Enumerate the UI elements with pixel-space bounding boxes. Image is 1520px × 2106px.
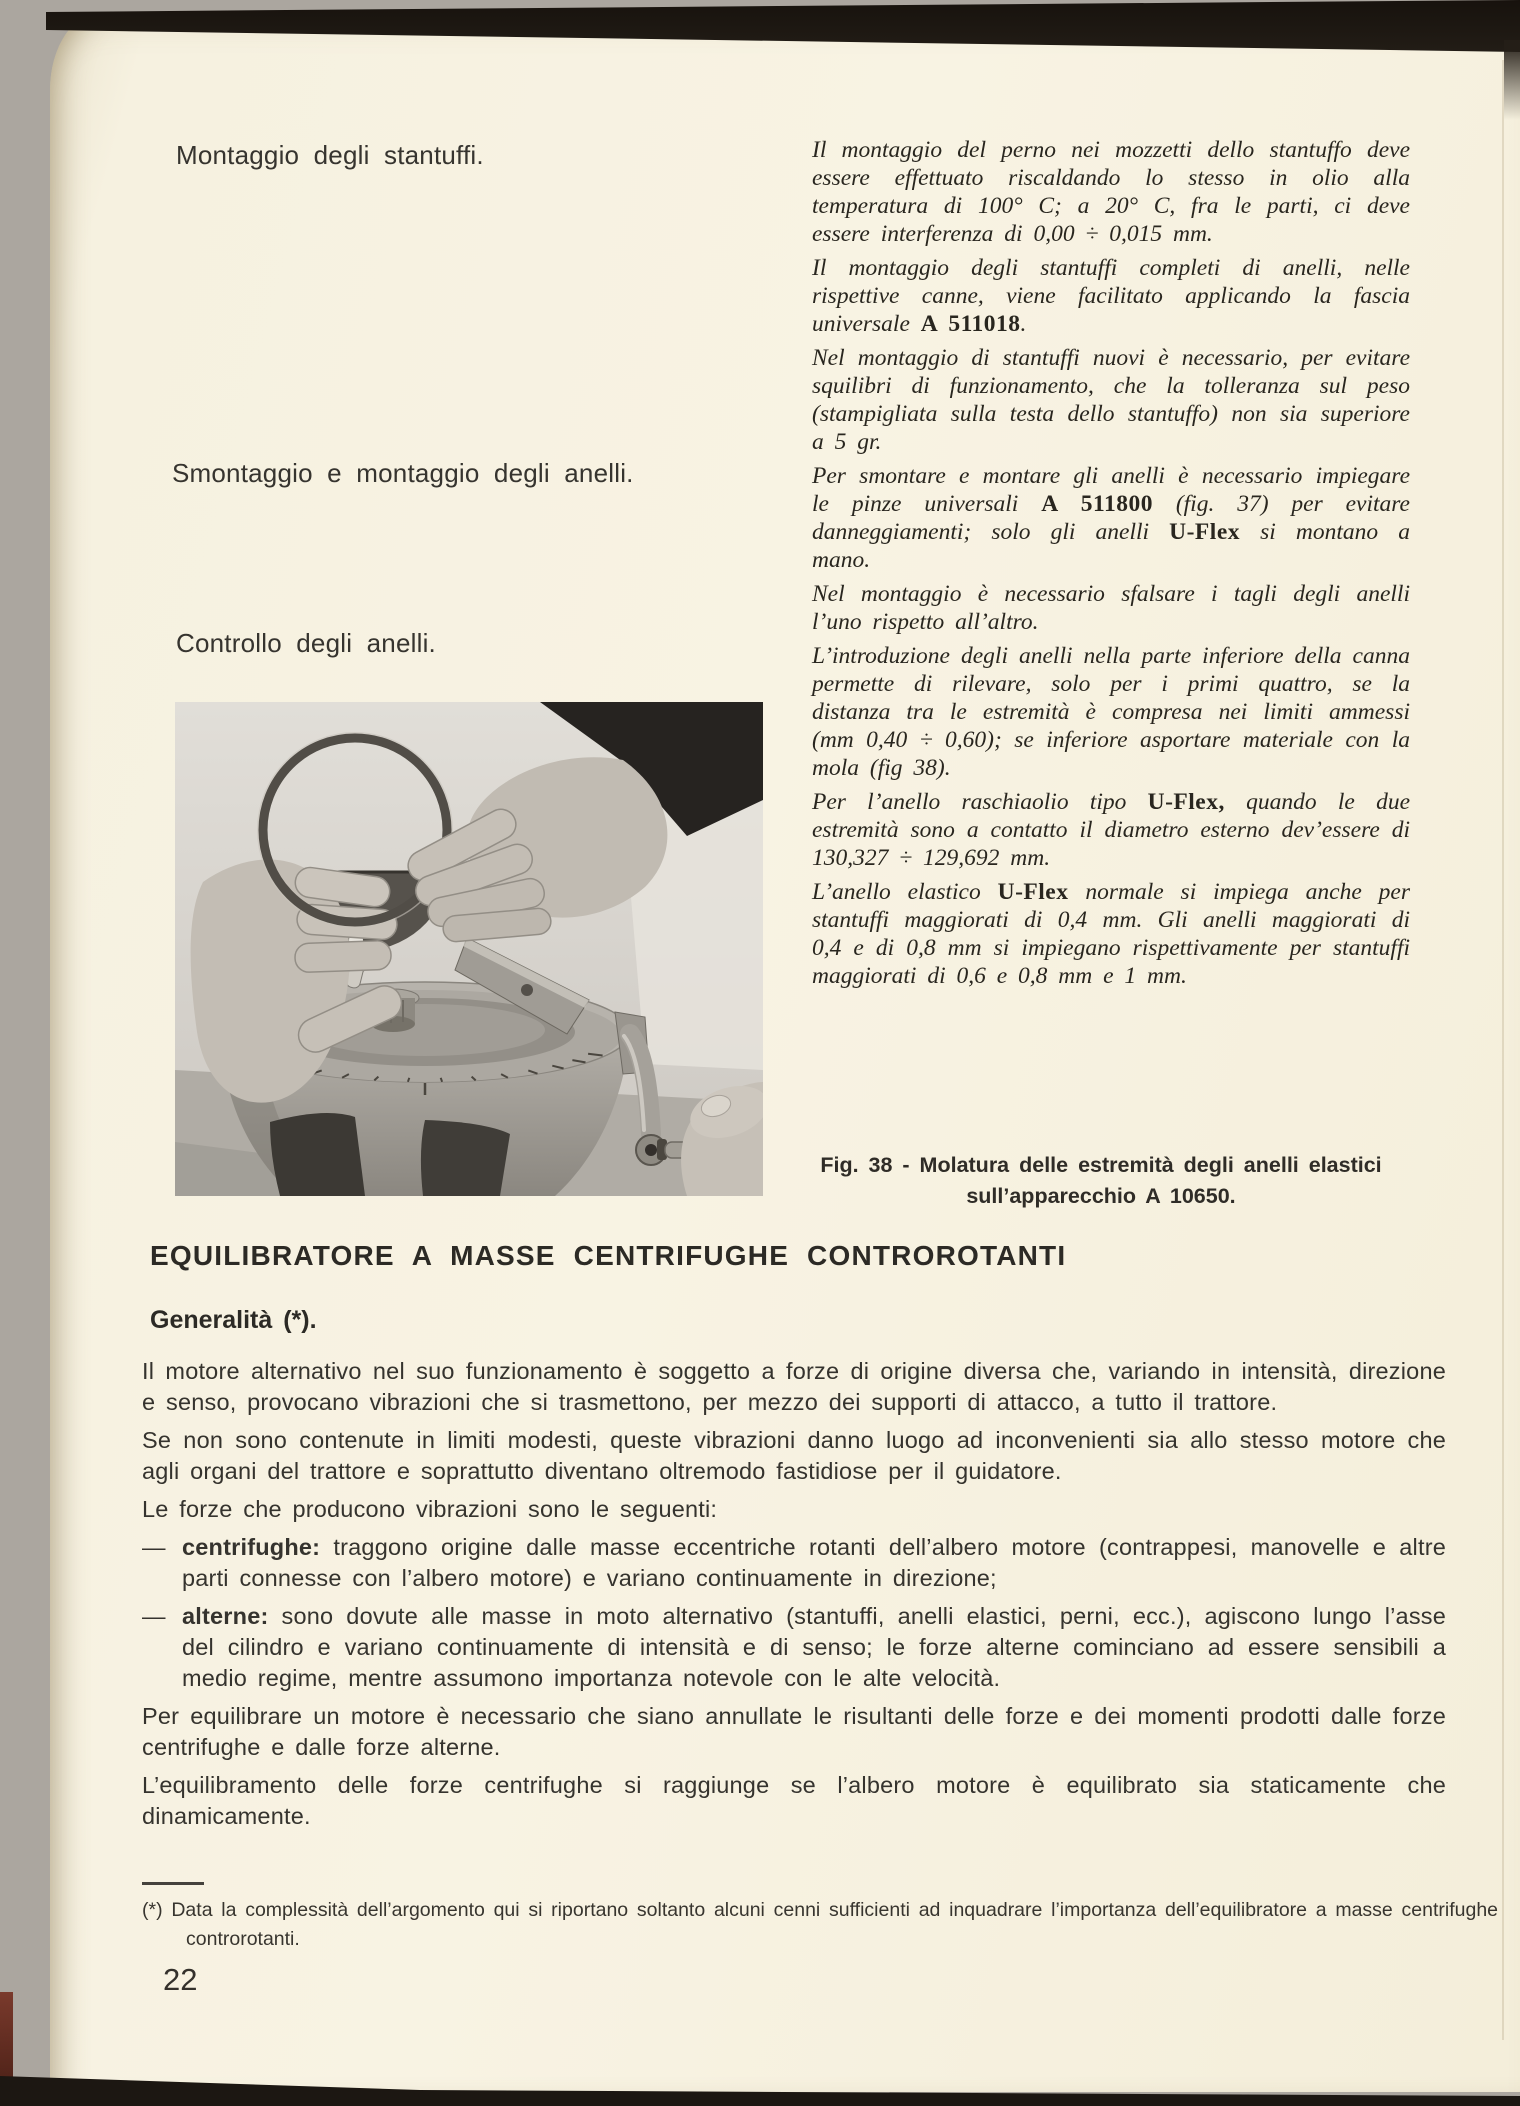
body-cutout-right xyxy=(421,1120,510,1196)
footnote-marker: (*) xyxy=(142,1899,163,1921)
figure-caption-line2: sull’apparecchio A 10650. xyxy=(966,1184,1236,1208)
paragraph: Il montaggio del perno nei mozzetti dello stantuffo deve essere effettuato riscaldando lo stesso in olio alla temperatura di 100° C; a 20° C, fra le parti, ci deve essere interferenza di 0,00 ÷ 0,015 mm. xyxy=(812,137,1410,247)
bullet-alterne xyxy=(142,1601,1446,1694)
section-subtitle: Generalità (*). xyxy=(150,1306,317,1334)
body-paragraph: Se non sono contenute in limiti modesti, queste vibrazioni danno luogo ad inconvenienti sia allo stesso motore che agli organi del trattore e soprattutto diventano oltremodo fastidiose per il guidatore. xyxy=(142,1427,1446,1484)
margin-heading-montaggio-stantuffi: Montaggio degli stantuffi. xyxy=(176,140,484,170)
paragraph: Il montaggio degli stantuffi completi di anelli, nelle rispettive canne, viene facilitato applicando la fascia universale A 511018. xyxy=(812,255,1410,337)
body-text xyxy=(142,1356,1446,1839)
body-paragraph: Per equilibrare un motore è necessario che siano annullate le risultanti delle forze e dei momenti prodotti dalle forze centrifughe e dalle forze alterne. xyxy=(142,1703,1446,1760)
figure-caption-line1: Fig. 38 - Molatura delle estremità degli anelli elastici xyxy=(820,1153,1382,1177)
paragraph: Nel montaggio di stantuffi nuovi è necessario, per evitare squilibri di funzionamento, che la tolleranza sul peso (stampigliata sulla testa dello stantuffo) non sia superiore a 5 gr. xyxy=(812,345,1410,455)
bullet-text: alterne: sono dovute alle masse in moto alternativo (stantuffi, anelli elastici, perni, ecc.), agiscono lungo l’asse del cilindro e variano continuamente di intensità e di senso; le forze alterne cominciano ad essere sensibili a medio regime, mentre assumono importanza notevole con le alte velocità. xyxy=(182,1603,1446,1691)
figure-38-caption xyxy=(780,1150,1422,1212)
paragraph: L’anello elastico U-Flex normale si impiega anche per stantuffi maggiorati di 0,4 mm. Gli anelli maggiorati di 0,4 e di 0,8 mm si impiegano rispettivamente per stantuffi maggiorati di 0,6 e 0,8 mm e 1 mm. xyxy=(812,879,1410,989)
paragraph: L’introduzione degli anelli nella parte inferiore della canna permette di rilevare, solo per i primi quattro, se la distanza tra le estremità è compresa nei limiti ammessi (mm 0,40 ÷ 0,60); se inferiore asportare materiale con la mola (fig 38). xyxy=(812,643,1410,781)
paragraph: Nel montaggio è necessario sfalsare i tagli degli anelli l’uno rispetto all’altro. xyxy=(812,581,1410,635)
footnote-rule xyxy=(142,1882,204,1885)
bullet-dash: — xyxy=(142,1603,166,1629)
paragraph: Per smontare e montare gli anelli è necessario impiegare le pinze universali A 511800 (fig. 37) per evitare danneggiamenti; solo gli anelli U-Flex si montano a mano. xyxy=(812,463,1410,573)
margin-heading-controllo-anelli: Controllo degli anelli. xyxy=(176,628,436,658)
body-paragraph: Il motore alternativo nel suo funzionamento è soggetto a forze di origine diversa che, variando in intensità, direzione e senso, provocano vibrazioni che si trasmettono, per mezzo dei supporti di attacco, a tutto il trattore. xyxy=(142,1358,1446,1415)
paragraph: Per l’anello raschiaolio tipo U-Flex, quando le due estremità sono a contatto il diametro esterno dev’essere di 130,327 ÷ 129,692 mm. xyxy=(812,789,1411,871)
figure-38-photo xyxy=(175,702,763,1196)
section-title: EQUILIBRATORE A MASSE CENTRIFUGHE CONTROROTANTI xyxy=(150,1240,1067,1271)
footnote xyxy=(142,1896,1498,1954)
page-gutter-line xyxy=(1502,60,1504,2040)
body-paragraph: L’equilibramento delle forze centrifughe si raggiunge se l’albero motore è equilibrato sia staticamente che dinamicamente. xyxy=(142,1772,1446,1829)
figure-38-illustration xyxy=(175,702,763,1196)
bullet-centrifughe xyxy=(142,1532,1446,1594)
page-number: 22 xyxy=(163,1962,198,1997)
right-text-column xyxy=(812,136,1410,996)
body-cutout-left xyxy=(270,1113,365,1196)
footnote-text: Data la complessità dell’argomento qui si riportano soltanto alcuni cenni sufficienti ad inquadrare l’importanza dell’equilibratore a masse centrifughe controrotanti. xyxy=(171,1899,1499,1950)
body-paragraph: Le forze che producono vibrazioni sono le seguenti: xyxy=(142,1496,718,1522)
margin-heading-smontaggio-anelli: Smontaggio e montaggio degli anelli. xyxy=(172,458,634,488)
scan-top-right-shadow xyxy=(1504,40,1520,120)
bullet-dash: — xyxy=(142,1534,166,1560)
bullet-text: centrifughe: traggono origine dalle masse eccentriche rotanti dell’albero motore (contrappesi, manovelle e altre parti connesse con l’albero motore) e variano continuamente in direzione; xyxy=(182,1534,1446,1591)
